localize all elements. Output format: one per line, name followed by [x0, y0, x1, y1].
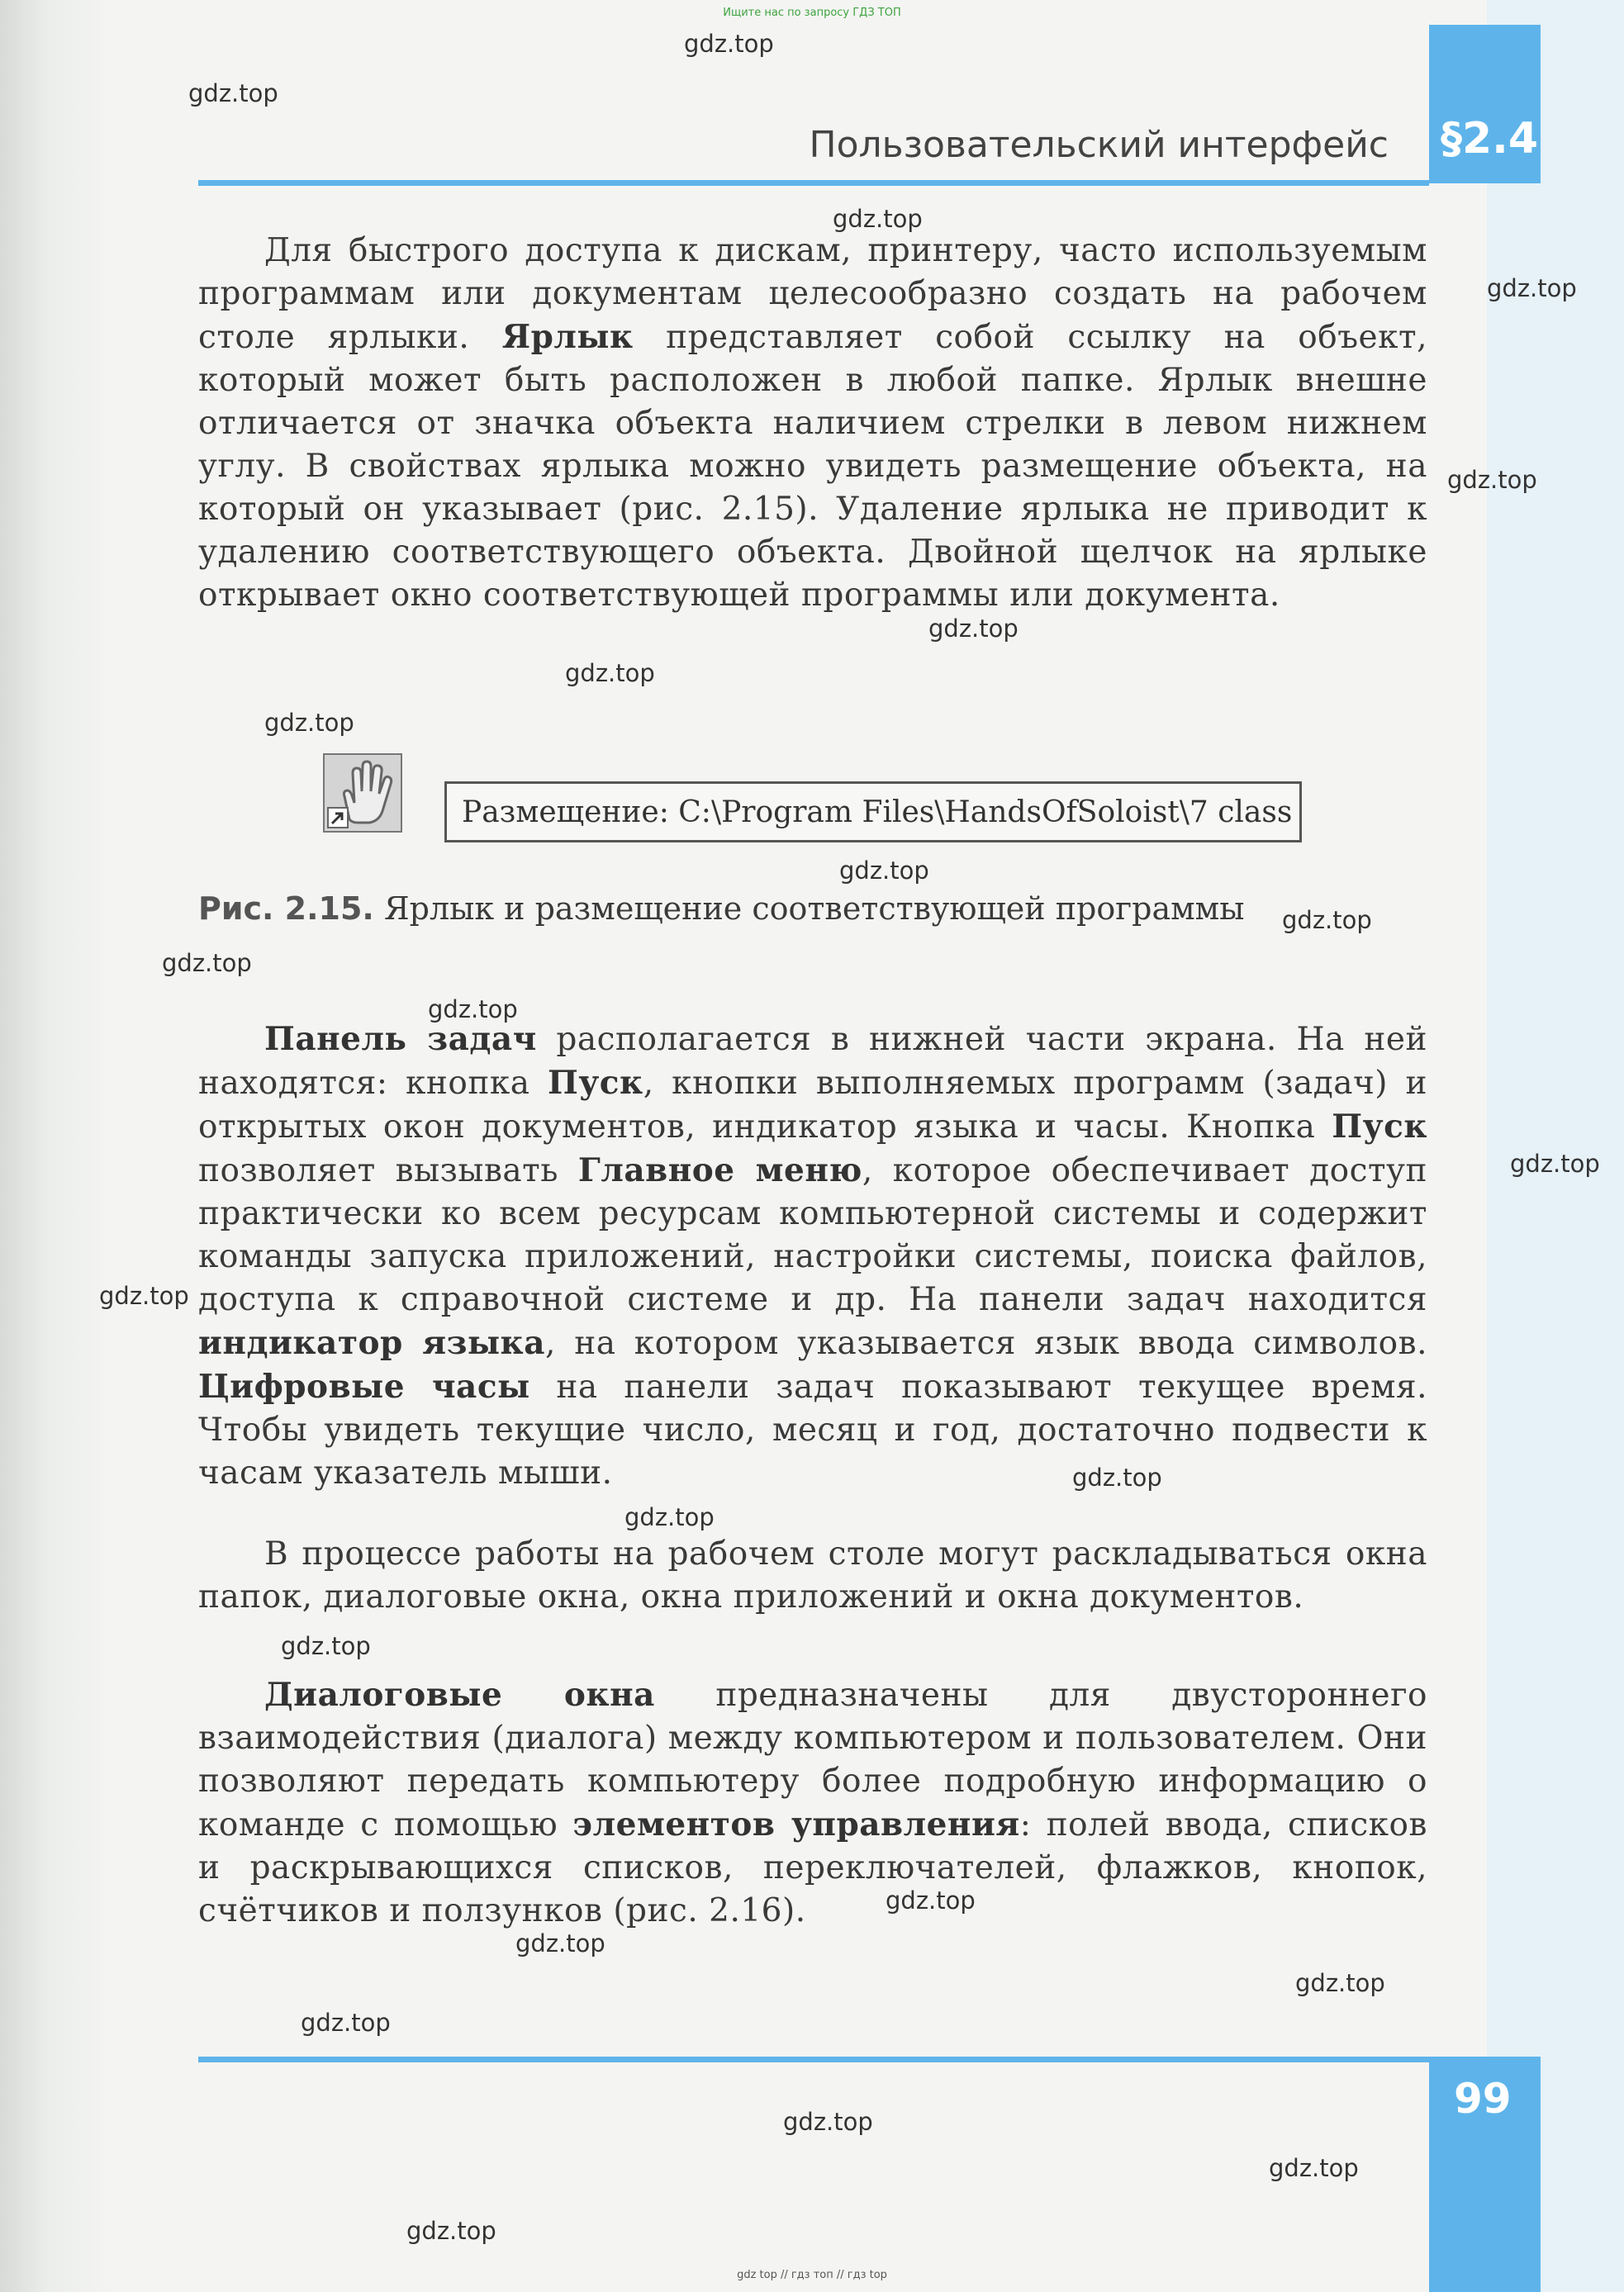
text-run: , которое обеспечивает доступ практически ко всем ресурсам компьютерной системы и содержит команды запуска приложений, настройки системы, поиска файлов, доступа к справочной системе и др. На панели задач находится: [198, 1152, 1427, 1318]
bold-term: Цифровые часы: [198, 1368, 530, 1406]
bold-term: Диалоговые окна: [264, 1676, 655, 1714]
bold-term: индикатор языка: [198, 1324, 545, 1362]
watermark: gdz.top: [565, 659, 655, 687]
section-tab: [1429, 25, 1541, 183]
footer-rule: [198, 2057, 1429, 2062]
watermark: gdz.top: [301, 2009, 391, 2037]
text-run: Для быстрого доступа к дискам, принтеру, часто используемым программам или документам целесообразно создать на рабочем столе ярлыки.: [198, 232, 1427, 356]
section-number: §2.4: [1441, 114, 1539, 164]
header-rule: [198, 180, 1429, 186]
paragraph-windows: [198, 1533, 1427, 1619]
watermark: gdz.top: [833, 205, 923, 233]
watermark: gdz.top: [99, 1282, 189, 1310]
watermark: gdz.top: [264, 709, 354, 737]
text-run: , кнопки выполняемых программ (задач) и открытых окон документов, индикатор языка и часы. Кнопка: [198, 1065, 1427, 1146]
caption-number: Рис. 2.15.: [198, 890, 374, 927]
text-run: В процессе работы на рабочем столе могут раскладываться окна папок, диалоговые окна, окна приложений и окна документов.: [198, 1535, 1427, 1616]
watermark: gdz.top: [886, 1886, 976, 1915]
watermark: gdz.top: [1447, 466, 1537, 494]
page-number: 99: [1454, 2075, 1512, 2123]
bold-term: Пуск: [1332, 1108, 1427, 1146]
watermark: gdz.top: [1269, 2154, 1359, 2182]
text-run: предназначены для двустороннего взаимодействия (диалога) между компьютером и пользователем. Они позволяют передать компьютеру более подробную информацию о команде с помощью: [198, 1677, 1427, 1844]
text-run: : полей ввода, списков и раскрывающихся списков, переключателей, флажков, кнопок, счётчиков и ползунков (рис. 2.16).: [198, 1806, 1427, 1929]
watermark: gdz.top: [839, 857, 929, 885]
watermark: gdz.top: [1295, 1969, 1385, 1997]
text-run: позволяет вызывать: [198, 1152, 578, 1189]
watermark: gdz.top: [928, 615, 1019, 643]
location-text: Размещение: C:\Program Files\HandsOfSoloist\7 class: [462, 795, 1293, 829]
hand-shortcut-icon: [323, 753, 402, 833]
paragraph-taskbar: [198, 1018, 1427, 1495]
text-run: представляет собой ссылку на объект, который может быть расположен в любой папке. Ярлык внешне отличается от значка объекта наличием стрелки в левом нижнем углу. В свойствах ярлыка можно увидеть размещение объекта, на который он указывает (рис. 2.15). Удаление ярлыка не приводит к удалению соответствующего объекта. Двойной щелчок на ярлыке открывает окно соответствующей программы или документа.: [198, 319, 1427, 614]
page-number-tab: [1429, 2057, 1541, 2292]
bold-term: элементов управления: [572, 1806, 1020, 1844]
bold-term: Пуск: [548, 1064, 643, 1102]
location-field: [444, 781, 1302, 842]
bold-term: Панель задач: [264, 1020, 537, 1058]
bold-term: Ярлык: [501, 318, 634, 356]
watermark: gdz.top: [406, 2217, 496, 2245]
bold-term: Главное меню: [577, 1151, 862, 1189]
watermark: gdz.top: [1487, 274, 1577, 302]
watermark: gdz.top: [783, 2108, 873, 2136]
text-run: располагается в нижней части экрана. На ней находятся: кнопка: [198, 1021, 1427, 1102]
bottom-note: gdz top // гдз топ // гдз top: [737, 2269, 887, 2281]
top-note: Ищите нас по запросу ГДЗ ТОП: [723, 7, 901, 19]
watermark: gdz.top: [1072, 1464, 1162, 1492]
watermark: gdz.top: [684, 30, 774, 58]
paragraph-shortcuts: [198, 230, 1427, 617]
watermark: gdz.top: [1510, 1150, 1600, 1178]
watermark: gdz.top: [281, 1632, 371, 1660]
page-header-title: Пользовательский интерфейс: [809, 124, 1389, 166]
text-run: , на котором указывается язык ввода символов.: [545, 1325, 1427, 1362]
text-run: на панели задач показывают текущее время. Чтобы увидеть текущие число, месяц и год, достаточно подвести к часам указатель мыши.: [198, 1369, 1427, 1492]
paragraph-dialogs: [198, 1673, 1427, 1933]
watermark: gdz.top: [515, 1929, 605, 1957]
caption-text: Ярлык и размещение соответствующей программы: [373, 890, 1245, 927]
watermark: gdz.top: [188, 79, 278, 107]
watermark: gdz.top: [1282, 906, 1372, 934]
figure-caption: [198, 890, 1244, 927]
right-margin-strip: [1487, 0, 1624, 2292]
watermark: gdz.top: [624, 1503, 715, 1531]
watermark: gdz.top: [162, 949, 252, 977]
watermark: gdz.top: [428, 995, 518, 1023]
